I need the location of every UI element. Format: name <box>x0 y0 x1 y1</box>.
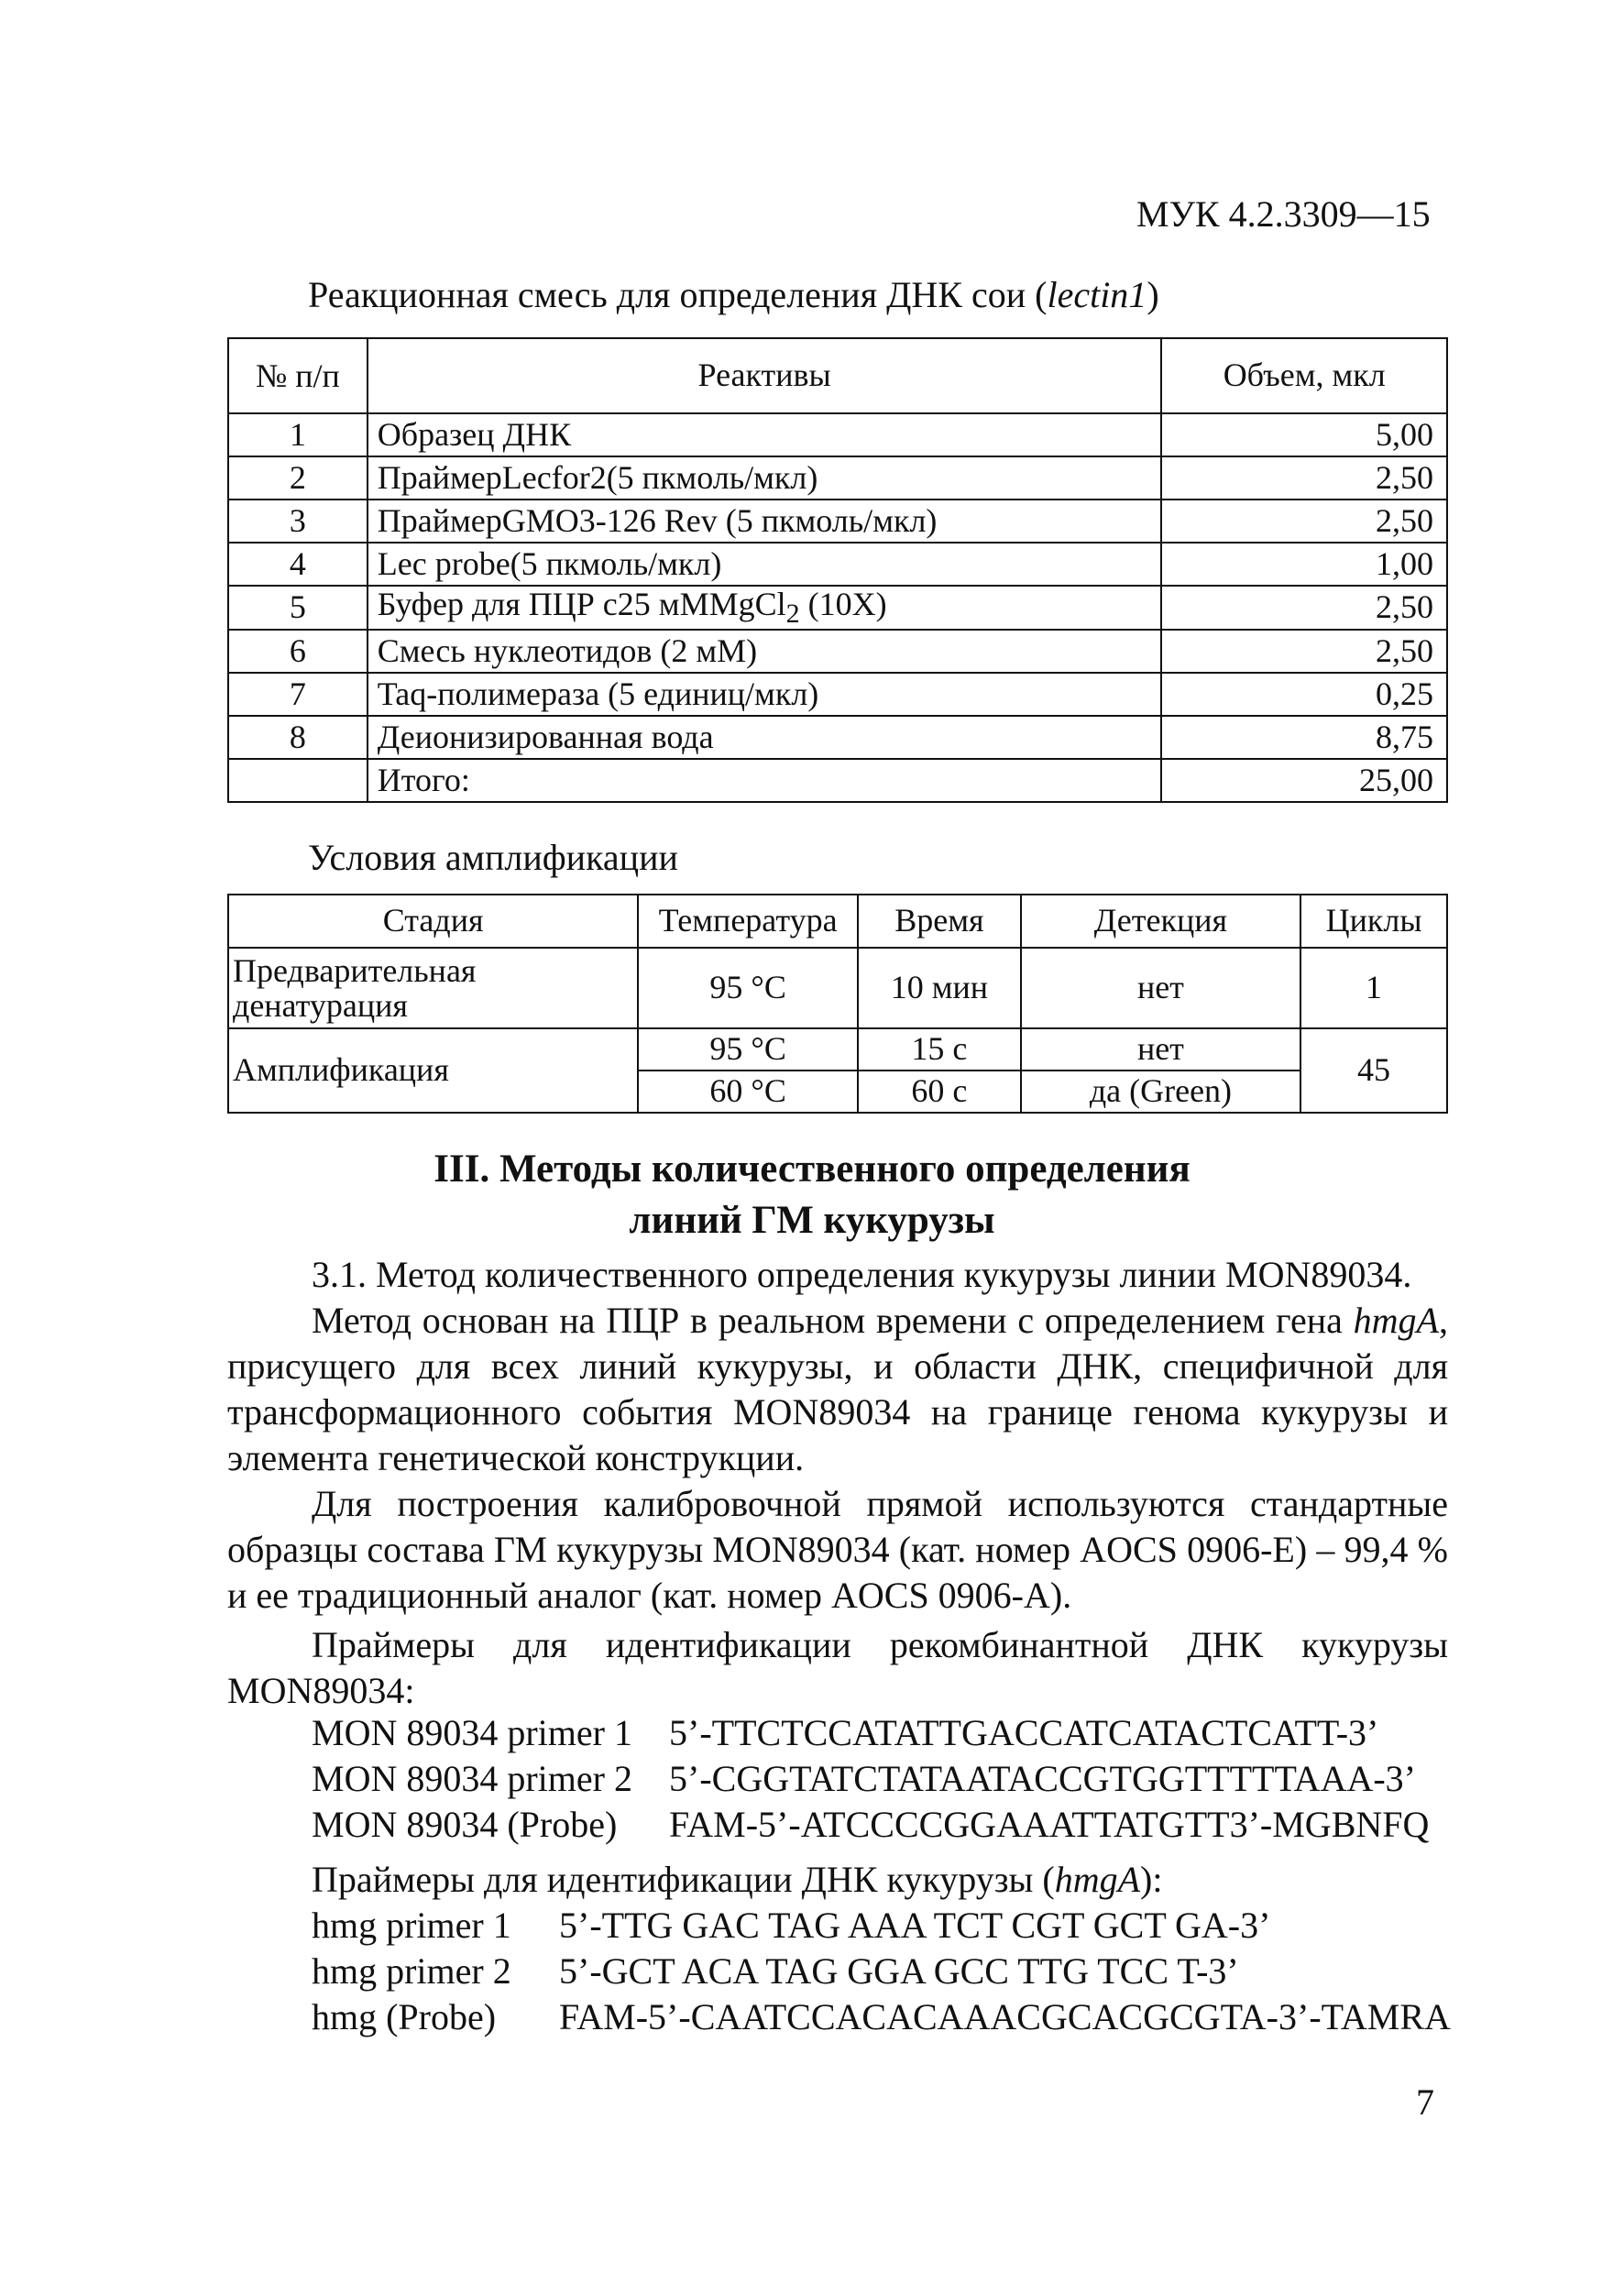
paragraph-text: Праймеры для идентификации ДНК кукурузы ( <box>312 1859 1055 1900</box>
table-row <box>228 413 1447 456</box>
table1-num: 1 <box>228 413 368 456</box>
table1-reagent: ПраймерLecfor2(5 пкмоль/мкл) <box>368 456 1162 500</box>
table-row <box>228 716 1447 759</box>
table1-total-label: Итого: <box>368 759 1162 802</box>
table1-volume: 2,50 <box>1161 500 1447 543</box>
table1-volume: 2,50 <box>1161 630 1447 673</box>
table2-time: 60 с <box>858 1071 1021 1113</box>
table2-header-detection: Детекция <box>1021 895 1300 948</box>
table1-reagent: ПраймерGMO3-126 Rev (5 пкмоль/мкл) <box>368 500 1162 543</box>
primer-name: MON 89034 primer 1 <box>312 1712 632 1753</box>
paragraph-text: Метод основан на ПЦР в реальном времени с определением гена <box>312 1300 1354 1341</box>
gene-name: hmgA <box>1353 1300 1439 1341</box>
table1-caption-suffix: ) <box>1147 274 1159 315</box>
amplification-conditions-table <box>227 894 1448 1114</box>
paragraph-primers-mon-intro: Праймеры для идентификации рекомбинантной ДНК кукурузы MON89034: <box>227 1624 1448 1711</box>
table2-caption: Условия амплификации <box>308 837 678 878</box>
table1-caption <box>308 273 1159 316</box>
primer-sequence: FAM-5’-CAATCCACACAAACGCACGCGTA-3’-TAMRA <box>559 1996 1451 2037</box>
table1-header-row <box>228 338 1447 413</box>
primer-line <box>312 1949 1451 1994</box>
paragraph-calibration: Для построения калибровочной прямой используются стандартные образцы состава ГМ кукурузы MON89034 (кат. номер AOCS 0906-E) – 99,4 % и ее традиционный аналог (кат. номер AOCS 0906-A). <box>227 1483 1448 1616</box>
table1-header-num: № п/п <box>228 338 368 413</box>
table1-header-volume: Объем, мкл <box>1161 338 1447 413</box>
paragraph-text: ): <box>1140 1859 1163 1900</box>
table2-temperature: 95 °С <box>638 1028 858 1071</box>
table1-num: 8 <box>228 716 368 759</box>
table-row <box>228 500 1447 543</box>
table2-temperature: 95 °С <box>638 948 858 1028</box>
table2-detection: да (Green) <box>1021 1071 1300 1113</box>
table-row <box>228 630 1447 673</box>
primer-name: MON 89034 (Probe) <box>312 1804 618 1845</box>
primer-name: hmg primer 2 <box>312 1950 511 1992</box>
table1-volume: 0,25 <box>1161 673 1447 716</box>
table2-stage: Амплификация <box>228 1028 638 1113</box>
table1-reagent: Taq-полимераза (5 единиц/мкл) <box>368 673 1162 716</box>
section-title-line: III. Методы количественного определения <box>433 1147 1191 1191</box>
paragraph-primers-hmg-intro <box>312 1857 1162 1903</box>
table1-reagent: Деионизированная вода <box>368 716 1162 759</box>
primer-name: MON 89034 primer 2 <box>312 1758 632 1799</box>
table1-reagent <box>368 586 1162 630</box>
table2-header-time: Время <box>858 895 1021 948</box>
table2-header-row <box>228 895 1447 948</box>
table1-reagent-subscript: 2 <box>785 598 800 630</box>
primer-list-mon <box>312 1710 1429 1848</box>
table2-time: 10 мин <box>858 948 1021 1028</box>
primer-name: hmg (Probe) <box>312 1996 497 2037</box>
table-row <box>228 543 1447 586</box>
primer-sequence: FAM-5’-ATCCCCGGAAATTATGTT3’-MGBNFQ <box>669 1804 1430 1845</box>
gene-name: hmgA <box>1054 1859 1141 1900</box>
table1-caption-italic: lectin1 <box>1047 274 1147 315</box>
table2-header-temperature: Температура <box>638 895 858 948</box>
table1-reagent: Lec probe(5 пкмоль/мкл) <box>368 543 1162 586</box>
primer-line <box>312 1710 1429 1756</box>
table-row <box>228 456 1447 500</box>
table2-header-cycles: Циклы <box>1300 895 1447 948</box>
paragraph-text: , присущего для всех линий кукурузы, и области ДНК, специфичной для трансформационного события MON89034 на границе генома кукурузы и элемента генетической конструкции. <box>227 1300 1448 1478</box>
document-code: МУК 4.2.3309—15 <box>1136 193 1431 235</box>
table1-num: 4 <box>228 543 368 586</box>
table2-time: 15 с <box>858 1028 1021 1071</box>
primer-sequence: 5’-GCT ACA TAG GGA GCC TTG TCC T-3’ <box>559 1950 1239 1992</box>
table1-num: 7 <box>228 673 368 716</box>
reaction-mix-table <box>227 337 1448 803</box>
table1-num: 6 <box>228 630 368 673</box>
table2-temperature: 60 °С <box>638 1071 858 1113</box>
paragraph-method-description <box>227 1298 1448 1481</box>
table1-num: 3 <box>228 500 368 543</box>
table1-volume: 5,00 <box>1161 413 1447 456</box>
table2-header-stage: Стадия <box>228 895 638 948</box>
table1-total-row <box>228 759 1447 802</box>
table1-num: 2 <box>228 456 368 500</box>
table-row <box>228 1028 1447 1071</box>
section-title <box>0 1144 1624 1246</box>
table1-reagent: Смесь нуклеотидов (2 мМ) <box>368 630 1162 673</box>
table2-detection: нет <box>1021 1028 1300 1071</box>
table2-stage: Предварительная денатурация <box>228 948 638 1028</box>
primer-sequence: 5’-CGGTATCTATAATACCGTGGTTTTTAAA-3’ <box>669 1758 1416 1799</box>
table1-reagent: Образец ДНК <box>368 413 1162 456</box>
primer-line <box>312 1756 1429 1802</box>
section-title-line: линий ГМ кукурузы <box>629 1199 995 1242</box>
table2-cycles: 1 <box>1300 948 1447 1028</box>
table1-caption-prefix: Реакционная смесь для определения ДНК сои ( <box>308 274 1048 315</box>
primer-line <box>312 1802 1429 1848</box>
primer-line <box>312 1994 1451 2040</box>
table1-total-volume: 25,00 <box>1161 759 1447 802</box>
table1-total-num <box>228 759 368 802</box>
table1-num: 5 <box>228 586 368 630</box>
table1-volume: 1,00 <box>1161 543 1447 586</box>
primer-sequence: 5’-TTCTCCATATTGACCATCATACTCATT-3’ <box>669 1712 1379 1753</box>
table1-volume: 2,50 <box>1161 586 1447 630</box>
primer-list-hmg <box>312 1903 1451 2040</box>
primer-name: hmg primer 1 <box>312 1905 511 1946</box>
table1-volume: 8,75 <box>1161 716 1447 759</box>
table-row <box>228 948 1447 1028</box>
primer-sequence: 5’-TTG GAC TAG AAA TCT CGT GCT GA-3’ <box>559 1905 1271 1946</box>
page-number: 7 <box>1416 2081 1434 2123</box>
table1-header-reagent: Реактивы <box>368 338 1162 413</box>
table2-detection: нет <box>1021 948 1300 1028</box>
table1-reagent-text: Буфер для ПЦР с25 мММgCl <box>377 586 786 622</box>
table1-reagent-text: (10Х) <box>799 586 887 622</box>
table-row <box>228 586 1447 630</box>
table1-volume: 2,50 <box>1161 456 1447 500</box>
table-row <box>228 673 1447 716</box>
table2-cycles: 45 <box>1300 1028 1447 1113</box>
primer-line <box>312 1903 1451 1949</box>
paragraph-method-title: 3.1. Метод количественного определения кукурузы линии MON89034. <box>312 1254 1412 1295</box>
